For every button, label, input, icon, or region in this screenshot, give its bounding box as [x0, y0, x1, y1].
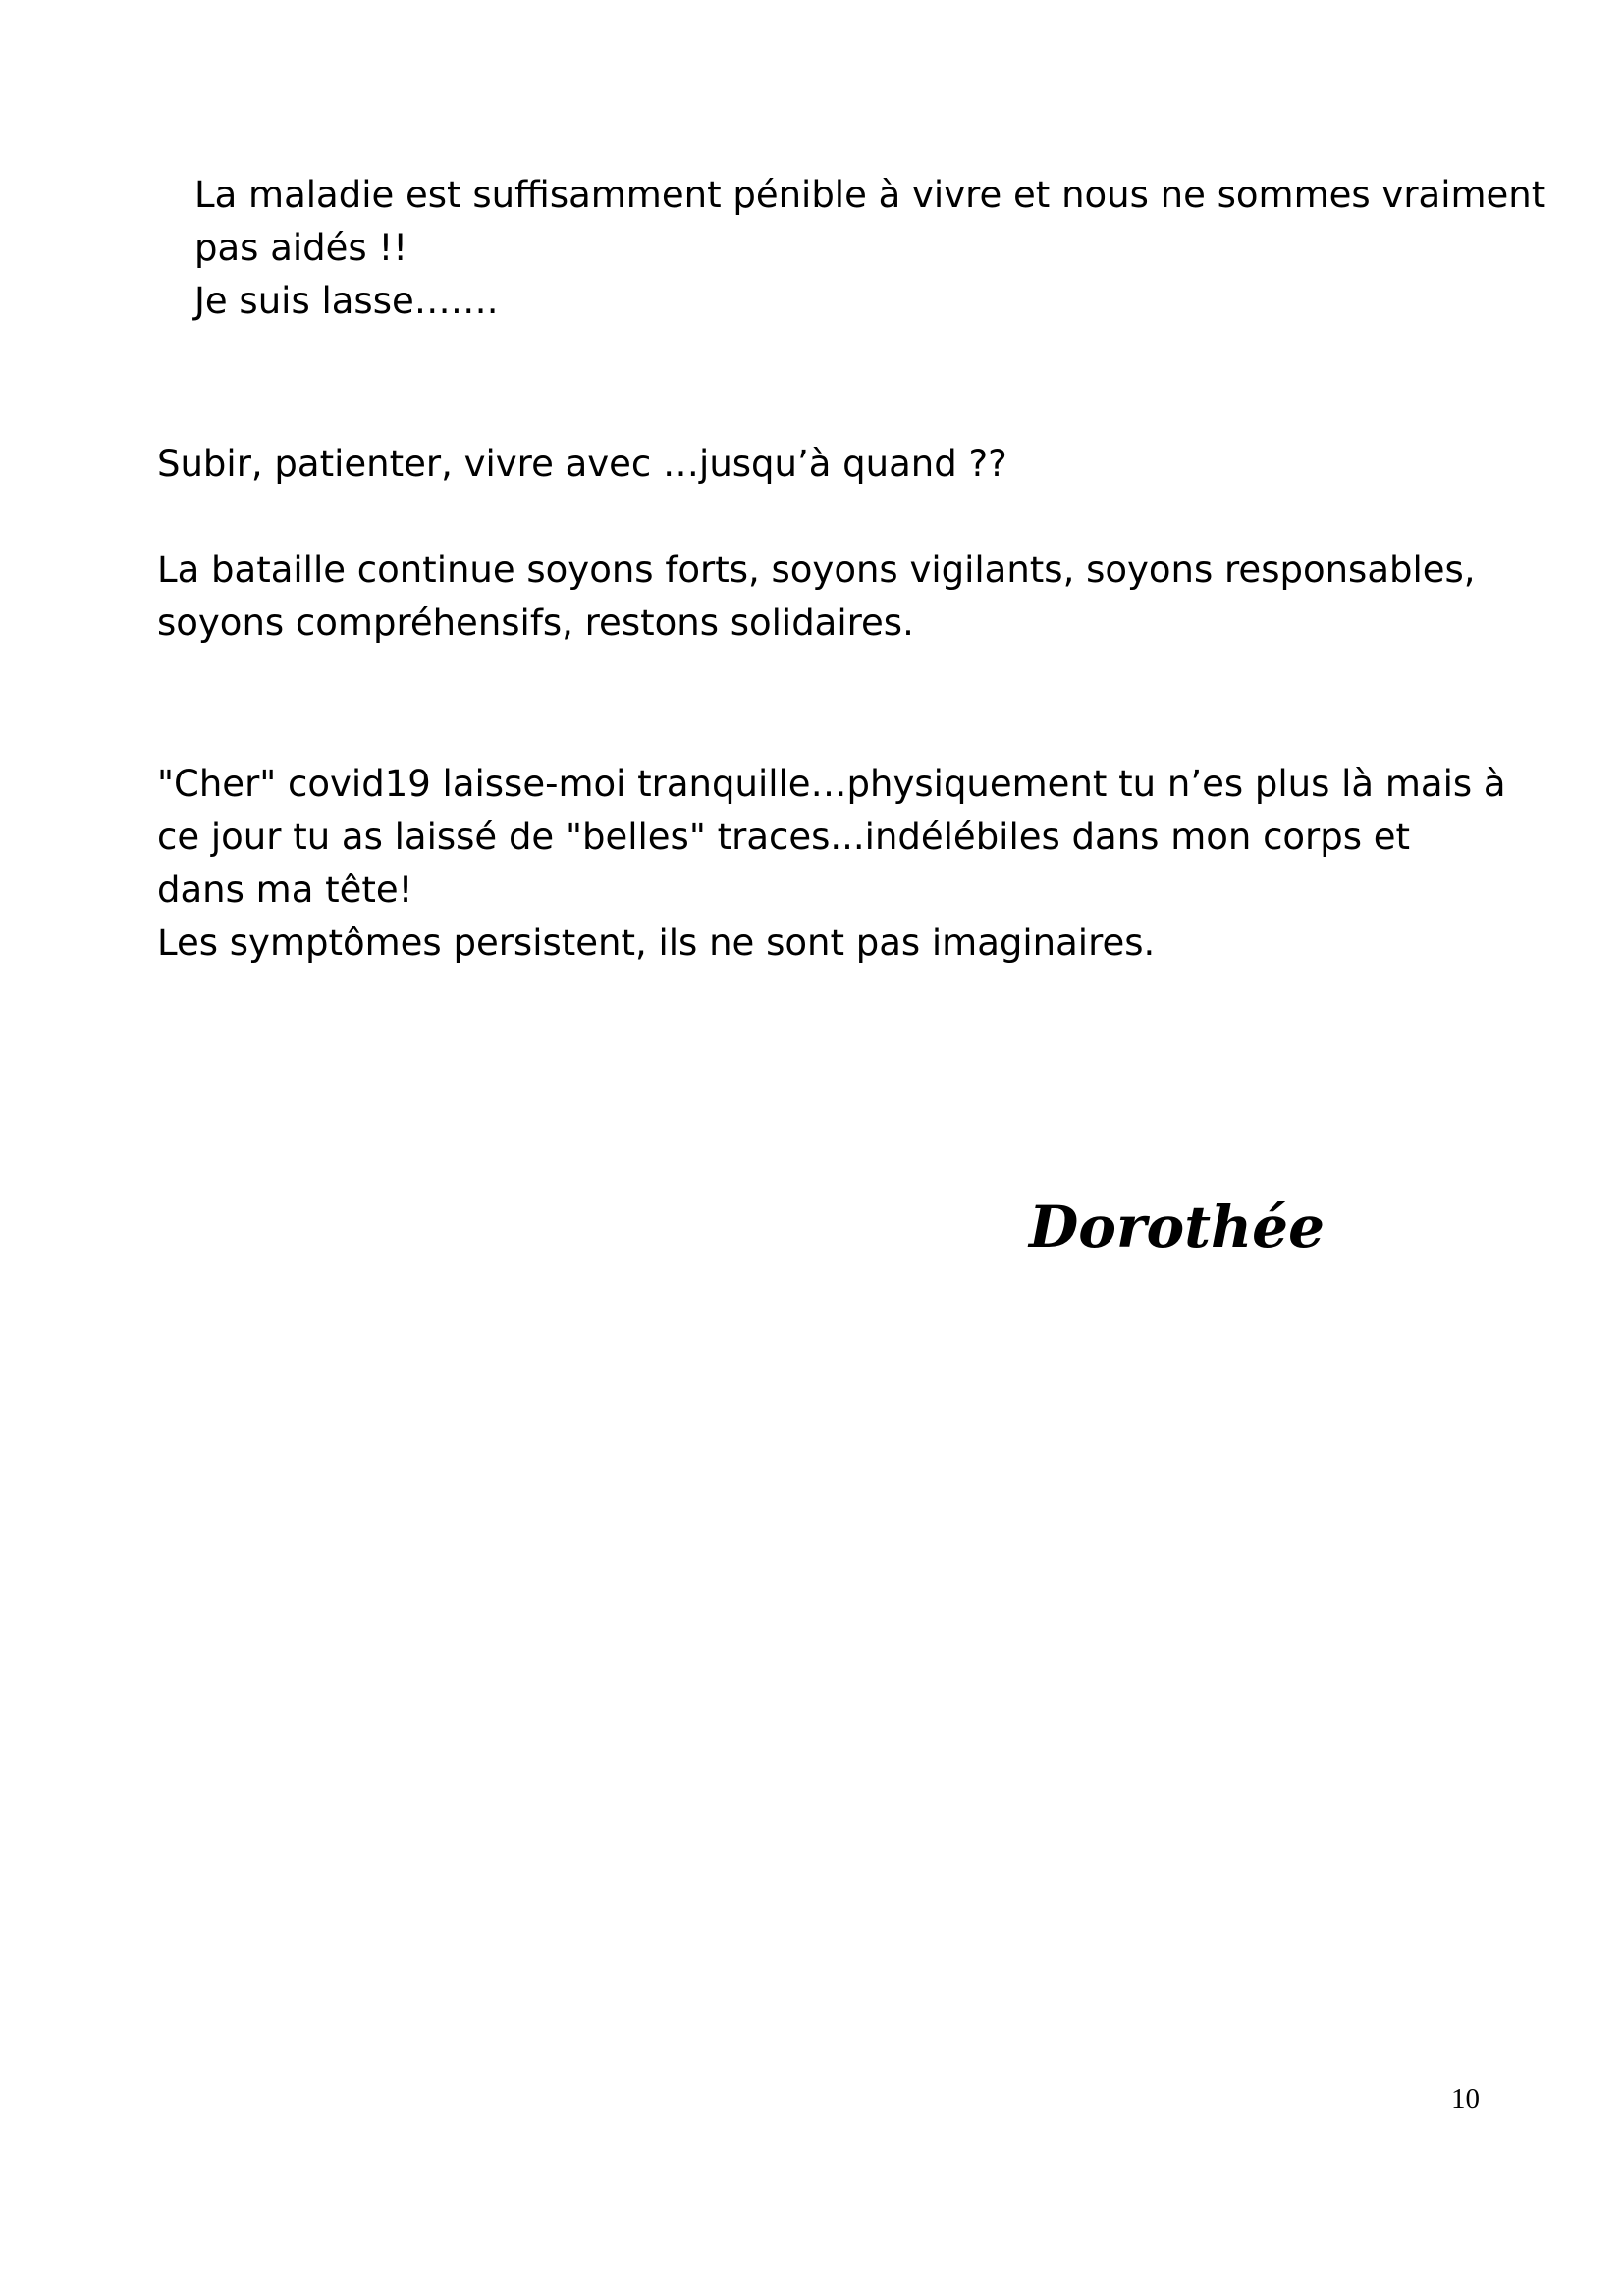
paragraph-4-line-1: "Cher" covid19 laisse-moi tranquille…physiquement tu n’es plus là mais à	[157, 763, 1506, 805]
paragraph-4-line-4: Les symptômes persistent, ils ne sont pas imaginaires.	[157, 922, 1156, 964]
paragraph-3-line-2: soyons compréhensifs, restons solidaires.	[157, 602, 914, 644]
paragraph-2-line-1: Subir, patienter, vivre avec …jusqu’à quand ??	[157, 443, 1007, 485]
signature: Dorothée	[1029, 1194, 1325, 1260]
paragraph-1-line-1: La maladie est suffisamment pénible à vivre et nous ne sommes vraiment	[194, 174, 1546, 216]
paragraph-4-line-3: dans ma tête!	[157, 869, 413, 911]
paragraph-1-line-3: Je suis lasse…….	[194, 280, 499, 322]
paragraph-1-line-2: pas aidés !!	[194, 227, 408, 269]
page-number: 10	[1451, 2083, 1480, 2114]
paragraph-4-line-2: ce jour tu as laissé de "belles" traces...indélébiles dans mon corps et	[157, 816, 1411, 858]
paragraph-3-line-1: La bataille continue soyons forts, soyons vigilants, soyons responsables,	[157, 549, 1476, 591]
